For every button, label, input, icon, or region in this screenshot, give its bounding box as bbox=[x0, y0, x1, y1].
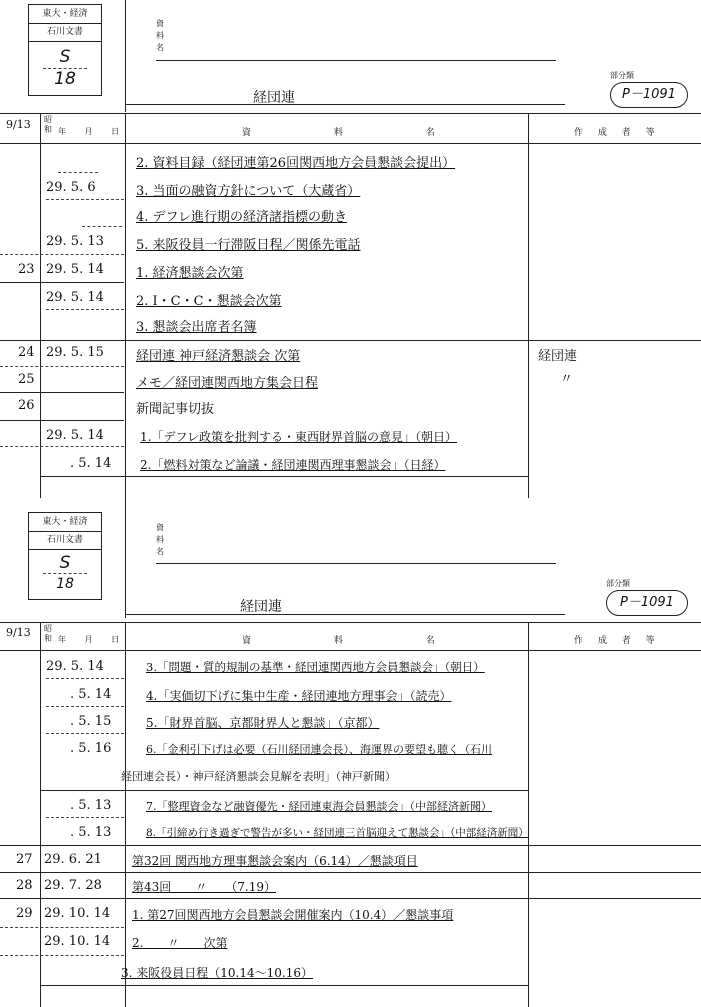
row-text: 経団連 神戸経済懇談会 次第 bbox=[136, 349, 301, 364]
row-text: 1. 第27回関西地方会員懇談会開催案内（10.4）／懇談事項 bbox=[132, 908, 454, 922]
row-num: 27 bbox=[16, 852, 33, 867]
header-era: 昭和 bbox=[44, 624, 52, 643]
row-text: 4. デフレ進行期の経済諸指標の動き bbox=[136, 210, 348, 225]
row-date: . 5. 13 bbox=[70, 798, 112, 813]
row-date: 29. 10. 14 bbox=[44, 934, 111, 949]
row-date: . 5. 14 bbox=[70, 456, 112, 471]
header-author: 作 成 者 等 bbox=[574, 636, 661, 646]
bunrui-code: P－1091 bbox=[610, 82, 688, 108]
document-title: 経団連 bbox=[253, 90, 295, 106]
row-date: . 5. 15 bbox=[70, 714, 112, 729]
row-text: 第32回 関西地方理事懇談会案内（6.14）／懇談項目 bbox=[132, 854, 418, 868]
bunrui-code: P－1091 bbox=[606, 590, 688, 616]
row-text: 7.「整理資金など融資優先・経団連東海会員懇談会」（中部経済新聞） bbox=[146, 800, 492, 813]
row-text: 新聞記事切抜 bbox=[136, 402, 215, 417]
row-text: 2. 〃 次第 bbox=[132, 936, 228, 950]
row-date: . 5. 16 bbox=[70, 741, 112, 756]
stamp-code2: 18 bbox=[54, 69, 76, 89]
row-text: 3. 当面の融資方針について（大蔵省） bbox=[136, 184, 361, 199]
stamp-code1: S bbox=[59, 553, 71, 573]
stamp-line1: 東大・経済 bbox=[42, 517, 88, 527]
header-material: 資 料 名 bbox=[242, 636, 475, 646]
row-text: 5. 来阪役員一行滞阪日程／関係先電話 bbox=[136, 238, 361, 253]
row-text: 4.「実価切下げに集中生産・経団連地方理事会」（読売） bbox=[146, 689, 452, 703]
stamp-line1: 東大・経済 bbox=[42, 9, 88, 19]
row-date: 29. 6. 21 bbox=[44, 852, 102, 867]
row-num: 25 bbox=[18, 372, 35, 387]
row-text: 経団連会長）・神戸経済懇談会見解を表明」（神戸新聞） bbox=[121, 770, 396, 783]
row-author: 経団連 bbox=[538, 349, 578, 364]
row-date: 29. 10. 14 bbox=[44, 906, 111, 921]
row-date: 29. 5. 14 bbox=[46, 262, 104, 277]
header-mark: 9/13 bbox=[6, 626, 31, 639]
row-text: 3.「問題・質的規制の基準・経団連関西地方会員懇談会」（朝日） bbox=[146, 660, 485, 674]
row-text: 5.「財界首脳、京都財界人と懇談」（京都） bbox=[146, 716, 380, 730]
row-author: 〃 bbox=[560, 372, 574, 387]
shiryo-label: 資料名 bbox=[156, 523, 164, 556]
stamp-line2: 石川文書 bbox=[46, 27, 83, 37]
document-title: 経団連 bbox=[240, 599, 282, 615]
row-date: 29. 5. 14 bbox=[46, 659, 104, 674]
header-ymd: 年 月 日 bbox=[58, 127, 128, 136]
header-era: 昭和 bbox=[44, 115, 52, 134]
row-text: 第43回 〃 （7.19） bbox=[132, 880, 276, 894]
row-num: 28 bbox=[16, 878, 33, 893]
row-date: 29. 5. 13 bbox=[46, 234, 104, 249]
row-num: 29 bbox=[16, 906, 33, 921]
header-mark: 9/13 bbox=[6, 118, 31, 131]
stamp-code2: 18 bbox=[56, 576, 74, 592]
row-date: 29. 7. 28 bbox=[44, 878, 102, 893]
row-text: 2. 資料目録（経団連第26回関西地方会員懇談会提出） bbox=[136, 156, 456, 171]
row-text: 2.「燃料対策など論議・経団連関西理事懇談会」（日経） bbox=[140, 458, 446, 472]
bunrui-label: 部分類 bbox=[606, 579, 630, 588]
archive-stamp bbox=[28, 512, 102, 600]
header-material: 資 料 名 bbox=[242, 128, 475, 138]
row-date: 29. 5. 14 bbox=[46, 290, 104, 305]
stamp-line2: 石川文書 bbox=[46, 535, 83, 545]
row-text: 3. 懇談会出席者名簿 bbox=[136, 320, 257, 335]
row-num: 24 bbox=[18, 345, 35, 360]
row-date: 29. 5. 14 bbox=[46, 428, 104, 443]
row-date: 29. 5. 15 bbox=[46, 345, 104, 360]
row-text: メモ／経団連関西地方集会日程 bbox=[136, 376, 319, 391]
archive-stamp bbox=[28, 4, 102, 96]
row-text: 3. 来阪役員日程（10.14～10.16） bbox=[121, 966, 313, 980]
row-text: 6.「金利引下げは必要（石川経団連会長）、海運界の要望も聴く（石川 bbox=[146, 743, 492, 756]
row-num: 26 bbox=[18, 398, 35, 413]
row-date: . 5. 14 bbox=[70, 687, 112, 702]
stamp-code1: S bbox=[59, 47, 71, 67]
row-date: . 5. 13 bbox=[70, 825, 112, 840]
bunrui-label: 部分類 bbox=[610, 71, 634, 80]
header-author: 作 成 者 等 bbox=[574, 128, 661, 138]
row-text: 1.「デフレ政策を批判する・東西財界首脳の意見」（朝日） bbox=[140, 430, 457, 444]
row-date: 29. 5. 6 bbox=[46, 180, 96, 195]
row-num: 23 bbox=[18, 262, 35, 277]
row-text: 1. 経済懇談会次第 bbox=[136, 266, 244, 281]
row-text: 8.「引締め行き過ぎで警告が多い・経団連三首脳迎えて懇談会」（中部経済新聞） bbox=[146, 827, 529, 839]
row-text: 2. I・C・C・懇談会次第 bbox=[136, 294, 282, 309]
shiryo-label: 資料名 bbox=[156, 19, 164, 52]
header-ymd: 年 月 日 bbox=[58, 635, 128, 644]
